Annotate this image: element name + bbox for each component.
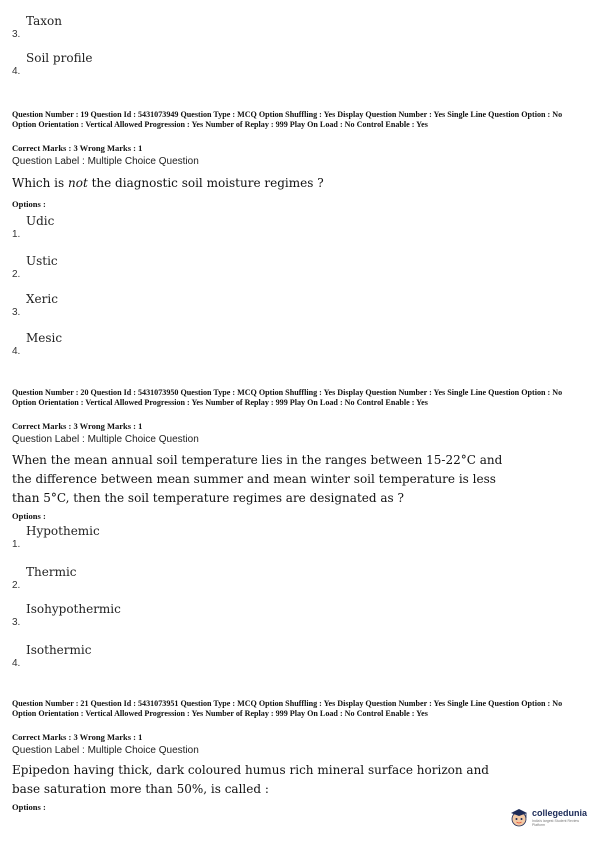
option-number: 2. bbox=[12, 580, 21, 591]
question-text-line: than 5°C, then the soil temperature regimes are designated as ? bbox=[12, 491, 404, 505]
options-header: Options : bbox=[12, 199, 46, 209]
question-text-line: base saturation more than 50%, is called : bbox=[12, 782, 269, 796]
question-label: Question Label : Multiple Choice Question bbox=[12, 156, 199, 167]
option-number: 1. bbox=[12, 229, 21, 240]
question-label: Question Label : Multiple Choice Question bbox=[12, 434, 199, 445]
question-marks: Correct Marks : 3 Wrong Marks : 1 bbox=[12, 143, 143, 153]
question-label: Question Label : Multiple Choice Question bbox=[12, 745, 199, 756]
question-text-line: When the mean annual soil temperature lies in the ranges between 15-22°C and bbox=[12, 453, 503, 467]
question-text-line: Epipedon having thick, dark coloured humus rich mineral surface horizon and bbox=[12, 763, 489, 777]
option-text: Hypothemic bbox=[26, 524, 100, 538]
option-number: 2. bbox=[12, 269, 21, 280]
question-text bbox=[12, 451, 532, 508]
question-marks: Correct Marks : 3 Wrong Marks : 1 bbox=[12, 421, 143, 431]
mascot-icon bbox=[508, 806, 530, 828]
brand-name: collegedunia bbox=[532, 808, 588, 818]
option-number: 4. bbox=[12, 346, 21, 357]
option-text: Xeric bbox=[26, 292, 58, 306]
brand-tagline: India's largest Student Review Platform bbox=[532, 819, 579, 827]
option-text: Taxon bbox=[26, 14, 62, 28]
option-text: Ustic bbox=[26, 254, 58, 268]
option-text: Udic bbox=[26, 214, 55, 228]
option-number: 1. bbox=[12, 539, 21, 550]
emphasis: not bbox=[67, 176, 88, 190]
option-text: Isothermic bbox=[26, 643, 92, 657]
options-header: Options : bbox=[12, 802, 46, 812]
option-number: 4. bbox=[12, 66, 21, 77]
collegedunia-logo bbox=[508, 803, 588, 831]
option-text: Mesic bbox=[26, 331, 63, 345]
question-text-line: the difference between mean summer and mean winter soil temperature is less bbox=[12, 472, 496, 486]
option-number: 4. bbox=[12, 658, 21, 669]
question-marks: Correct Marks : 3 Wrong Marks : 1 bbox=[12, 732, 143, 742]
option-text: Thermic bbox=[26, 565, 77, 579]
options-header: Options : bbox=[12, 511, 46, 521]
question-meta: Question Number : 20 Question Id : 5431073950 Question Type : MCQ Option Shuffling : Yes Display Question Number : Yes Single Line Question Option : No Option Orientation : Vertical Allowed Progression : Yes Number of Replay : 999 Play On Load : No Control Enable : Yes bbox=[12, 388, 563, 407]
option-number: 3. bbox=[12, 617, 21, 628]
question-meta: Question Number : 19 Question Id : 5431073949 Question Type : MCQ Option Shuffling : Yes Display Question Number : Yes Single Line Question Option : No Option Orientation : Vertical Allowed Progression : Yes Number of Replay : 999 Play On Load : No Control Enable : Yes bbox=[12, 110, 563, 129]
option-text: Isohypothermic bbox=[26, 602, 121, 616]
question-text bbox=[12, 761, 532, 799]
option-text: Soil profile bbox=[26, 51, 93, 65]
question-text: Which is not the diagnostic soil moisture regimes ? bbox=[12, 176, 324, 190]
question-meta: Question Number : 21 Question Id : 5431073951 Question Type : MCQ Option Shuffling : Yes Display Question Number : Yes Single Line Question Option : No Option Orientation : Vertical Allowed Progression : Yes Number of Replay : 999 Play On Load : No Control Enable : Yes bbox=[12, 699, 563, 718]
option-number: 3. bbox=[12, 29, 21, 40]
option-number: 3. bbox=[12, 307, 21, 318]
